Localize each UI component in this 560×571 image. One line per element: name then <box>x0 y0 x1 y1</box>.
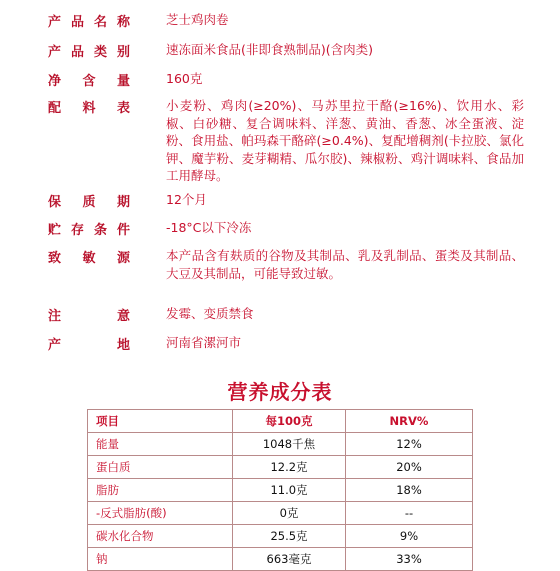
value-origin: 河南省漯河市 <box>166 335 242 350</box>
label-char: 产 <box>48 45 62 60</box>
label-origin <box>48 334 130 353</box>
nutrient-amount: 663毫克 <box>233 548 346 571</box>
label-net-content <box>48 70 130 89</box>
value-allergens: 本产品含有麸质的谷物及其制品、乳及乳制品、蛋类及其制品、大豆及其制品，可能导致过敏。 <box>166 248 524 281</box>
table-row <box>88 479 473 502</box>
nutrient-amount: 1048千焦 <box>233 433 346 456</box>
nutrition-table <box>87 409 473 571</box>
nutrient-nrv: 12% <box>346 433 473 456</box>
label-shelf-life <box>48 191 130 210</box>
nutrient-name: 蛋白质 <box>88 456 233 479</box>
value-net-content: 160克 <box>166 71 203 86</box>
nutrient-amount: 25.5克 <box>233 525 346 548</box>
label-char: 源 <box>116 251 130 266</box>
label-char: 类 <box>93 45 107 60</box>
label-char: 名 <box>93 15 107 30</box>
label-char: 量 <box>116 74 130 89</box>
label-ingredients <box>48 97 130 116</box>
nutrient-name: 钠 <box>88 548 233 571</box>
label-char: 料 <box>82 101 96 116</box>
label-char: 条 <box>93 223 107 238</box>
header-per-100g: 每100克 <box>233 410 346 433</box>
nutrition-title: 营养成分表 <box>227 380 333 404</box>
value-product-name: 芝士鸡肉卷 <box>166 12 229 27</box>
label-char: 产 <box>48 15 62 30</box>
nutrition-header-row <box>88 410 473 433</box>
value-shelf-life: 12个月 <box>166 192 207 207</box>
nutrient-amount: 11.0克 <box>233 479 346 502</box>
table-row <box>88 433 473 456</box>
label-char: 期 <box>116 195 130 210</box>
table-row <box>88 502 473 525</box>
value-product-category: 速冻面米食品(非即食熟制品)(含肉类) <box>166 42 374 57</box>
label-char: 存 <box>70 223 84 238</box>
nutrient-nrv: -- <box>346 502 473 525</box>
label-allergens <box>48 247 130 266</box>
label-char: 地 <box>116 338 130 353</box>
value-caution: 发霉、变质禁食 <box>166 306 254 321</box>
label-char: 件 <box>116 223 130 238</box>
label-product-category <box>48 41 130 60</box>
label-storage <box>48 219 130 238</box>
nutrient-nrv: 9% <box>346 525 473 548</box>
label-caution <box>48 305 130 324</box>
nutrient-name: 脂肪 <box>88 479 233 502</box>
label-char: 产 <box>48 338 62 353</box>
nutrient-name: -反式脂肪(酸) <box>88 502 233 525</box>
label-char: 配 <box>48 101 62 116</box>
label-product-name <box>48 11 130 30</box>
label-char: 致 <box>48 251 62 266</box>
label-char: 意 <box>116 309 130 324</box>
nutrient-amount: 12.2克 <box>233 456 346 479</box>
nutrient-name: 能量 <box>88 433 233 456</box>
label-char: 品 <box>70 45 84 60</box>
label-char: 净 <box>48 74 62 89</box>
nutrient-nrv: 33% <box>346 548 473 571</box>
table-row <box>88 548 473 571</box>
label-char: 表 <box>116 101 130 116</box>
value-storage: -18°C以下冷冻 <box>166 220 252 235</box>
label-char: 贮 <box>48 223 62 238</box>
header-item: 项目 <box>88 410 233 433</box>
nutrient-name: 碳水化合物 <box>88 525 233 548</box>
table-row <box>88 456 473 479</box>
label-char: 质 <box>82 195 96 210</box>
nutrient-amount: 0克 <box>233 502 346 525</box>
label-char: 保 <box>48 195 62 210</box>
nutrient-nrv: 20% <box>346 456 473 479</box>
nutrient-nrv: 18% <box>346 479 473 502</box>
header-nrv: NRV% <box>346 410 473 433</box>
label-char: 注 <box>48 309 62 324</box>
value-ingredients: 小麦粉、鸡肉(≥20%)、马苏里拉干酪(≥16%)、饮用水、彩椒、白砂糖、复合调味料、洋葱、黄油、香葱、冰全蛋液、淀粉、食用盐、帕玛森干酪碎(≥0.4%)、复配增稠剂(卡拉胶、氯化钾、魔芋粉、麦芽糊精、瓜尔胶)、辣椒粉、鸡汁调味料、食品加工用酵母。 <box>166 98 524 183</box>
label-char: 品 <box>70 15 84 30</box>
label-char: 称 <box>116 15 130 30</box>
table-row <box>88 525 473 548</box>
label-char: 别 <box>116 45 130 60</box>
label-char: 含 <box>82 74 96 89</box>
label-char: 敏 <box>82 251 96 266</box>
